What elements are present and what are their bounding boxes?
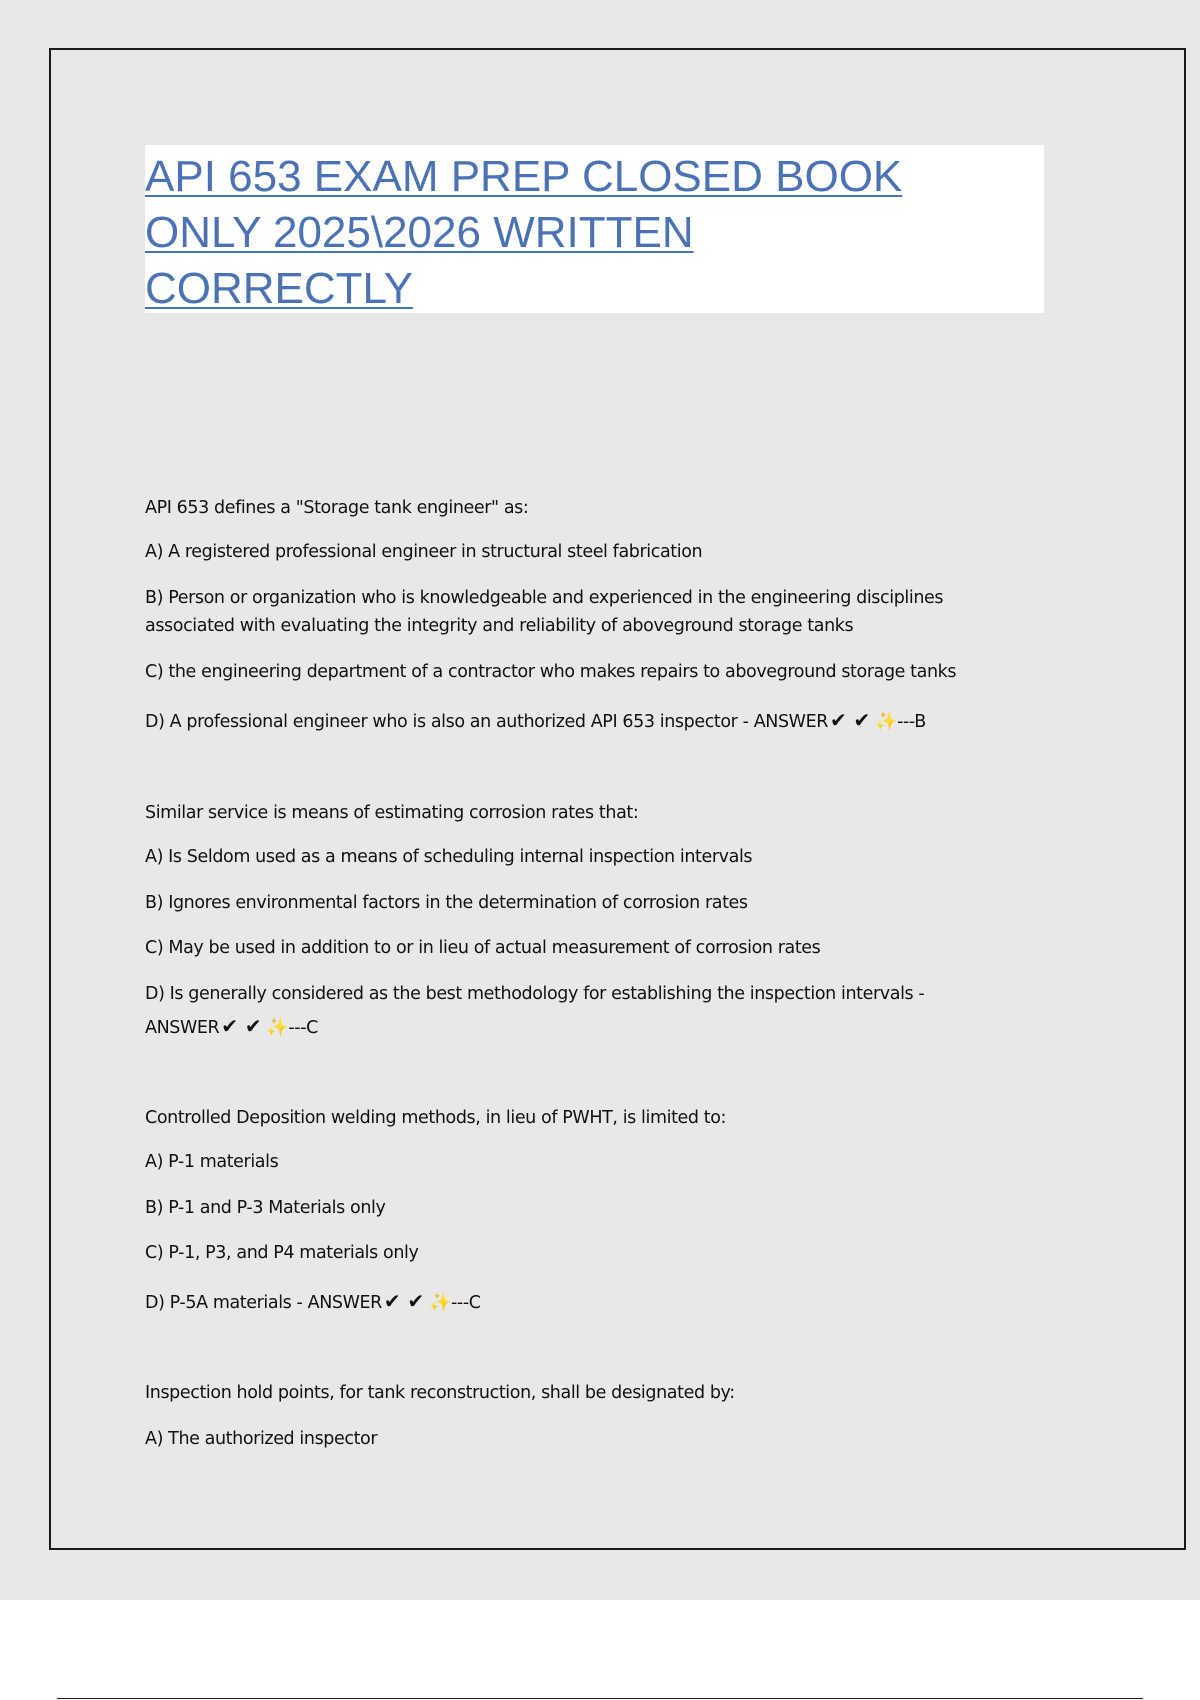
answer-letter: B bbox=[914, 712, 926, 732]
footer-divider bbox=[57, 1698, 1143, 1699]
question-stem: Similar service is means of estimating corrosion rates that: bbox=[145, 803, 639, 823]
option-d-continued: ANSWER ✔ ✔ ✨---C bbox=[145, 1012, 1045, 1042]
title-line-3: CORRECTLY bbox=[145, 264, 414, 313]
option-a: A) Is Seldom used as a means of scheduling internal inspection intervals bbox=[145, 847, 753, 867]
question-1 bbox=[145, 494, 1045, 736]
question-3 bbox=[145, 1104, 1045, 1317]
option-d: D) P-5A materials - ANSWER ✔ ✔ ✨---C bbox=[145, 1287, 1045, 1317]
check-icon: ✔ bbox=[853, 708, 870, 732]
option-b: B) P-1 and P-3 Materials only bbox=[145, 1198, 386, 1218]
option-c: C) P-1, P3, and P4 materials only bbox=[145, 1243, 419, 1263]
option-b-continued: associated with evaluating the integrity and reliability of aboveground storage tanks bbox=[145, 616, 854, 636]
answer-letter: C bbox=[468, 1293, 481, 1313]
answer-marker: --- bbox=[897, 712, 915, 732]
option-b: B) Person or organization who is knowledgeable and experienced in the engineering disciplines bbox=[145, 588, 944, 608]
option-d: D) Is generally considered as the best methodology for establishing the inspection intervals - bbox=[145, 984, 925, 1004]
option-c: C) the engineering department of a contractor who makes repairs to aboveground storage tanks bbox=[145, 662, 957, 682]
option-c: C) May be used in addition to or in lieu of actual measurement of corrosion rates bbox=[145, 938, 821, 958]
check-icon: ✔ bbox=[830, 708, 847, 732]
question-stem: Controlled Deposition welding methods, in lieu of PWHT, is limited to: bbox=[145, 1108, 727, 1128]
sparkle-star-icon: ✨ bbox=[428, 1292, 451, 1313]
answer-marker: --- bbox=[451, 1293, 469, 1313]
question-2 bbox=[145, 799, 1045, 1042]
question-4 bbox=[145, 1379, 1045, 1453]
check-icon: ✔ bbox=[221, 1014, 238, 1038]
option-a: A) P-1 materials bbox=[145, 1152, 279, 1172]
question-stem: Inspection hold points, for tank reconstruction, shall be designated by: bbox=[145, 1383, 735, 1403]
title-line-2: ONLY 2025\2026 WRITTEN bbox=[145, 208, 694, 257]
sparkle-star-icon: ✨ bbox=[266, 1017, 289, 1038]
option-b: B) Ignores environmental factors in the determination of corrosion rates bbox=[145, 893, 748, 913]
sparkle-star-icon: ✨ bbox=[875, 711, 898, 732]
option-a: A) The authorized inspector bbox=[145, 1429, 378, 1449]
answer-letter: C bbox=[306, 1018, 318, 1038]
answer-marker: --- bbox=[288, 1018, 307, 1038]
option-a: A) A registered professional engineer in structural steel fabrication bbox=[145, 542, 703, 562]
check-icon: ✔ bbox=[383, 1289, 401, 1313]
title-line-1: API 653 EXAM PREP CLOSED BOOK bbox=[145, 152, 903, 201]
document-title[interactable] bbox=[145, 145, 1044, 313]
check-icon: ✔ bbox=[407, 1289, 424, 1313]
option-d: D) A professional engineer who is also an authorized API 653 inspector - ANSWER ✔ ✔ ✨---B bbox=[145, 706, 1045, 736]
question-stem: API 653 defines a "Storage tank engineer" as: bbox=[145, 498, 529, 518]
check-icon: ✔ bbox=[244, 1014, 262, 1038]
